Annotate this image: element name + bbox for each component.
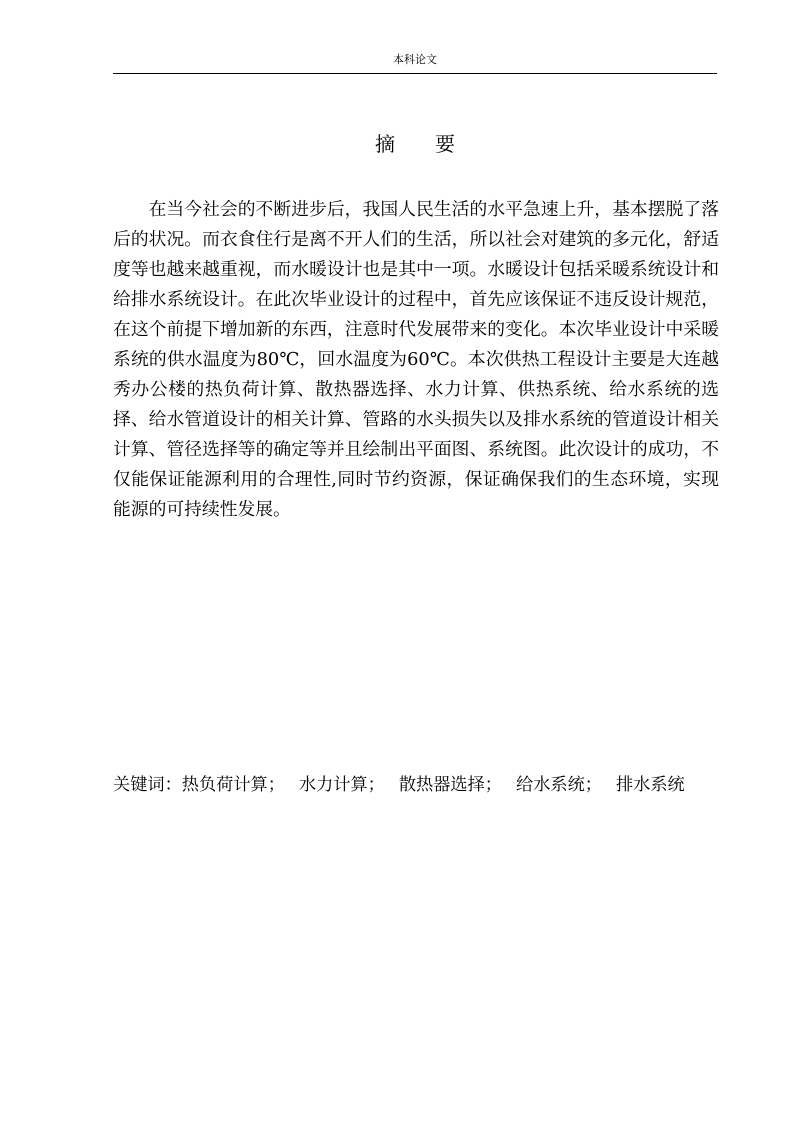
keyword-item: 热负荷计算； <box>181 775 285 795</box>
abstract-paragraph: 在当今社会的不断进步后，我国人民生活的水平急速上升，基本摆脱了落后的状况。而衣食住行是离不开人们的生活，所以社会对建筑的多元化，舒适度等也越来越重视，而水暖设计也是其中一项。水暖设计包括采暖系统设计和给排水系统设计。在此次毕业设计的过程中，首先应该保证不违反设计规范，在这个前提下增加新的东西，注意时代发展带来的变化。本次毕业设计中采暖系统的供水温度为80℃，回水温度为60℃。本次供热工程设计主要是大连越秀办公楼的热负荷计算、散热器选择、水力计算、供热系统、给水系统的选择、给水管道设计的相关计算、管路的水头损失以及排水系统的管道设计相关计算、管径选择等的确定等并且绘制出平面图、系统图。此次设计的成功，不仅能保证能源利用的合理性,同时节约资源，保证确保我们的生态环境，实现能源的可持续性发展。 <box>113 199 719 520</box>
keywords-line <box>113 772 753 798</box>
running-header: 本科论文 <box>393 53 437 66</box>
keyword-item: 水力计算； <box>298 775 385 795</box>
header-divider <box>113 73 717 74</box>
page-title: 摘要 <box>375 132 495 156</box>
keyword-item: 散热器选择； <box>398 775 502 795</box>
keyword-item: 排水系统 <box>615 775 685 795</box>
keyword-item: 给水系统； <box>516 775 602 795</box>
keywords-label: 关键词： <box>113 775 182 795</box>
